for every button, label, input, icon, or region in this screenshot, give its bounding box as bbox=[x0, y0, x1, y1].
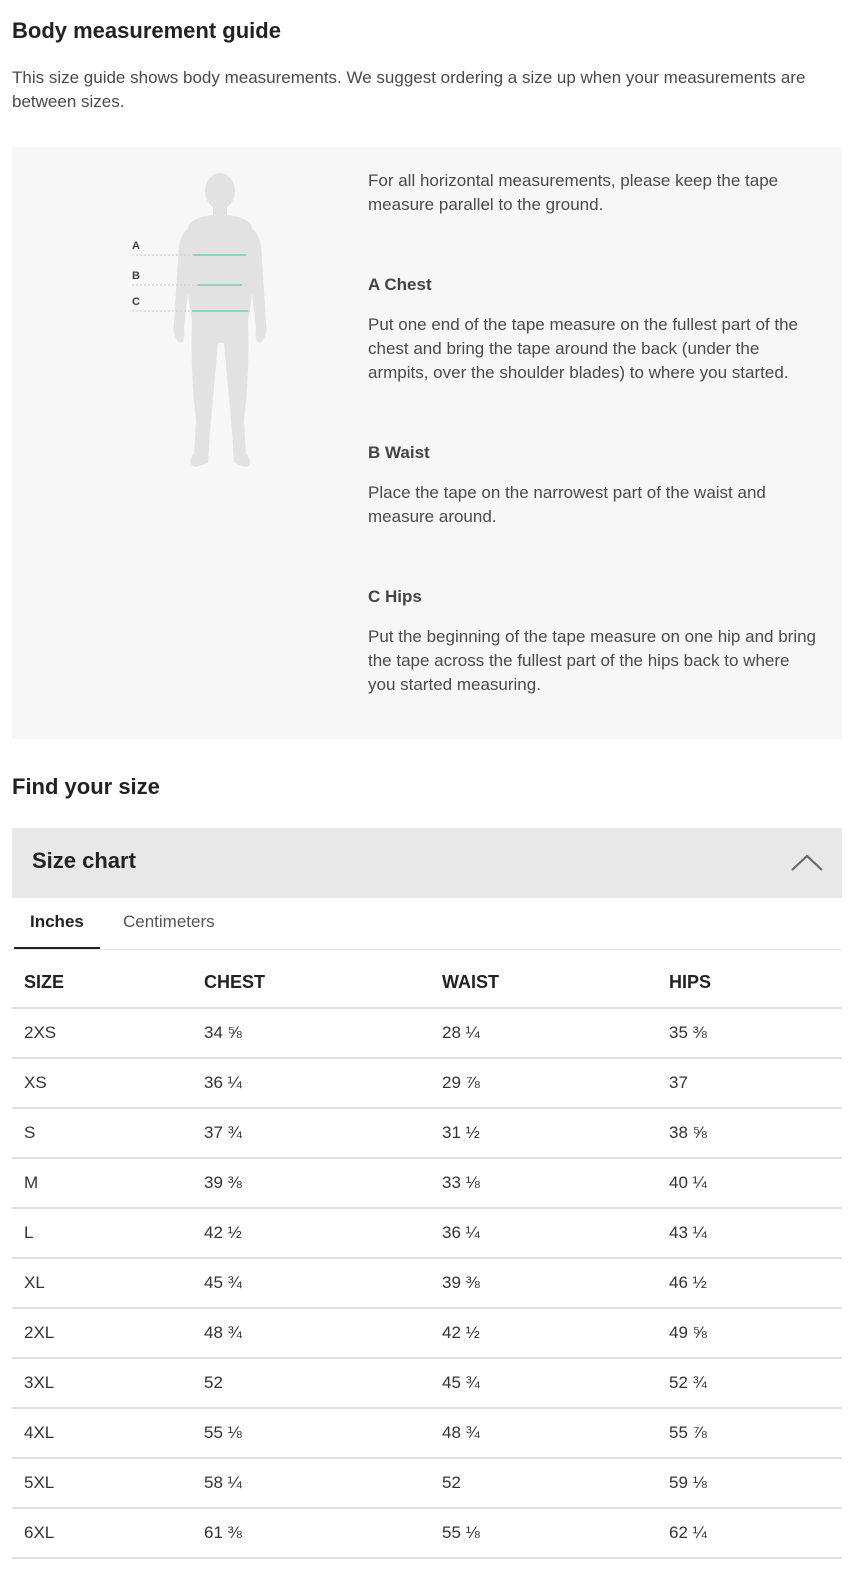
waist-cell: 28 ¼ bbox=[442, 1008, 669, 1058]
size-cell: 2XL bbox=[12, 1308, 204, 1358]
chest-cell: 52 bbox=[204, 1358, 442, 1408]
table-row bbox=[12, 1508, 842, 1558]
hips-cell: 55 ⅞ bbox=[669, 1408, 842, 1458]
hips-cell: 62 ¼ bbox=[669, 1508, 842, 1558]
chest-cell: 34 ⅝ bbox=[204, 1008, 442, 1058]
page-title: Body measurement guide bbox=[12, 18, 281, 43]
find-your-size-title: Find your size bbox=[12, 774, 160, 799]
intro-text: This size guide shows body measurements. We suggest ordering a size up when your measurements are between sizes. bbox=[12, 68, 806, 111]
label-b: B bbox=[132, 270, 140, 282]
size-cell: S bbox=[12, 1108, 204, 1158]
table-row bbox=[12, 1258, 842, 1308]
waist-cell: 52 bbox=[442, 1458, 669, 1508]
table-row bbox=[12, 1058, 842, 1108]
table-row bbox=[12, 1458, 842, 1508]
size-cell: 5XL bbox=[12, 1458, 204, 1508]
hips-cell: 37 bbox=[669, 1058, 842, 1108]
chest-cell: 42 ½ bbox=[204, 1208, 442, 1258]
chest-cell: 48 ¾ bbox=[204, 1308, 442, 1358]
hips-cell: 40 ¼ bbox=[669, 1158, 842, 1208]
waist-cell: 29 ⅞ bbox=[442, 1058, 669, 1108]
hips-instruction: Put the beginning of the tape measure on one hip and bring the tape across the fullest part of the hips back to where you started measuring. bbox=[368, 627, 817, 694]
waist-cell: 39 ⅜ bbox=[442, 1258, 669, 1308]
table-row bbox=[12, 1308, 842, 1358]
size-cell: 6XL bbox=[12, 1508, 204, 1558]
waist-cell: 36 ¼ bbox=[442, 1208, 669, 1258]
chest-heading: A Chest bbox=[368, 275, 432, 294]
size-chart-title: Size chart bbox=[32, 848, 136, 873]
column-header-waist: WAIST bbox=[442, 958, 669, 1008]
table-row bbox=[12, 1358, 842, 1408]
waist-cell: 31 ½ bbox=[442, 1108, 669, 1158]
table-row bbox=[12, 1008, 842, 1058]
size-table bbox=[12, 958, 842, 1559]
size-cell: 4XL bbox=[12, 1408, 204, 1458]
chest-cell: 37 ¾ bbox=[204, 1108, 442, 1158]
column-header-size: SIZE bbox=[12, 958, 204, 1008]
column-header-chest: CHEST bbox=[204, 958, 442, 1008]
hips-cell: 38 ⅝ bbox=[669, 1108, 842, 1158]
chest-cell: 58 ¼ bbox=[204, 1458, 442, 1508]
size-cell: L bbox=[12, 1208, 204, 1258]
chest-cell: 61 ⅜ bbox=[204, 1508, 442, 1558]
size-chart-accordion-toggle[interactable] bbox=[12, 828, 842, 898]
hips-cell: 46 ½ bbox=[669, 1258, 842, 1308]
size-cell: XL bbox=[12, 1258, 204, 1308]
waist-cell: 45 ¾ bbox=[442, 1358, 669, 1408]
column-header-hips: HIPS bbox=[669, 958, 842, 1008]
active-tab-indicator bbox=[14, 947, 100, 949]
waist-cell: 42 ½ bbox=[442, 1308, 669, 1358]
chest-cell: 45 ¾ bbox=[204, 1258, 442, 1308]
hips-cell: 35 ⅜ bbox=[669, 1008, 842, 1058]
table-row bbox=[12, 1108, 842, 1158]
waist-cell: 48 ¾ bbox=[442, 1408, 669, 1458]
label-c: C bbox=[132, 296, 140, 308]
tab-centimeters[interactable]: Centimeters bbox=[123, 912, 215, 931]
size-cell: 3XL bbox=[12, 1358, 204, 1408]
table-row bbox=[12, 1158, 842, 1208]
chest-cell: 36 ¼ bbox=[204, 1058, 442, 1108]
label-a: A bbox=[132, 240, 140, 252]
body-figure-illustration bbox=[120, 171, 270, 471]
waist-instruction: Place the tape on the narrowest part of the waist and measure around. bbox=[368, 483, 766, 526]
hips-cell: 49 ⅝ bbox=[669, 1308, 842, 1358]
size-cell: M bbox=[12, 1158, 204, 1208]
hips-heading: C Hips bbox=[368, 587, 422, 606]
table-header-row bbox=[12, 958, 842, 1008]
horizontal-instruction: For all horizontal measurements, please keep the tape measure parallel to the ground. bbox=[368, 171, 779, 214]
size-cell: XS bbox=[12, 1058, 204, 1108]
chevron-up-icon bbox=[790, 850, 824, 874]
tab-inches[interactable]: Inches bbox=[30, 912, 84, 931]
waist-heading: B Waist bbox=[368, 443, 430, 462]
table-row bbox=[12, 1408, 842, 1458]
hips-cell: 52 ¾ bbox=[669, 1358, 842, 1408]
waist-cell: 33 ⅛ bbox=[442, 1158, 669, 1208]
hips-cell: 43 ¼ bbox=[669, 1208, 842, 1258]
table-row bbox=[12, 1208, 842, 1258]
unit-tabs bbox=[12, 898, 842, 950]
measurement-guide-panel bbox=[12, 147, 842, 739]
chest-cell: 55 ⅛ bbox=[204, 1408, 442, 1458]
chest-instruction: Put one end of the tape measure on the fullest part of the chest and bring the tape around the back (under the armpits, over the shoulder blades) to where you started. bbox=[368, 315, 799, 382]
waist-cell: 55 ⅛ bbox=[442, 1508, 669, 1558]
size-cell: 2XS bbox=[12, 1008, 204, 1058]
chest-cell: 39 ⅜ bbox=[204, 1158, 442, 1208]
hips-cell: 59 ⅛ bbox=[669, 1458, 842, 1508]
